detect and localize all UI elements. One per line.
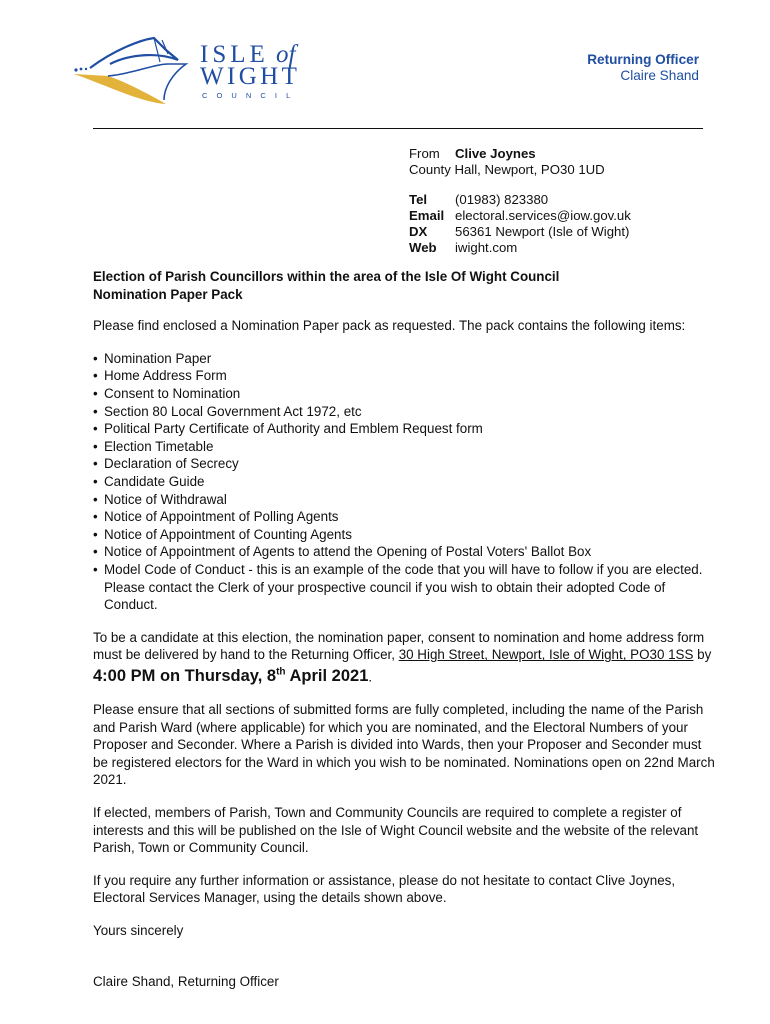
- closing: Yours sincerely: [93, 922, 184, 938]
- pack-items-list: [93, 350, 715, 614]
- heading-line-1: Election of Parish Councillors within the area of the Isle Of Wight Council: [93, 269, 560, 284]
- isle-of-wight-council-logo: [68, 34, 330, 104]
- deadline-main: 4:00 PM on Thursday, 8: [93, 667, 277, 686]
- deadline-month: April 2021: [285, 667, 369, 686]
- returning-officer-block: [587, 52, 699, 84]
- list-item: • Consent to Nomination: [93, 385, 715, 403]
- list-item: • Nomination Paper: [93, 350, 715, 368]
- contact-block: [409, 146, 631, 256]
- tel-value: (01983) 823380: [455, 192, 549, 207]
- ensure-paragraph: Please ensure that all sections of submitted forms are fully completed, including the name of the Parish and Parish Ward (where applicable) for which you are nominated, and the Electoral Numbers of your Proposer and Seconder. Where a Parish is divided into Wards, then your Proposer and Seconder must be registered electors for the Ward in which you wish to be nominated. Nominations open on 22nd March 2021.: [93, 701, 715, 788]
- header-divider: [93, 128, 703, 129]
- from-line: [409, 146, 631, 162]
- list-item: • Model Code of Conduct - this is an example of the code that you will have to follow if you are elected. Please contact the Clerk of your prospective council if you wish to obtain their adopted Code of Conduct.: [93, 561, 715, 614]
- contact-row-email: [409, 208, 631, 224]
- heading-line-2: Nomination Paper Pack: [93, 286, 243, 302]
- logo-of-text: of: [276, 41, 296, 68]
- delivery-address: 30 High Street, Newport, Isle of Wight, PO30 1SS: [398, 647, 694, 663]
- list-item: • Notice of Appointment of Counting Agents: [93, 526, 715, 544]
- list-item: • Political Party Certificate of Authority and Emblem Request form: [93, 420, 715, 438]
- delivery-paragraph: [93, 629, 715, 686]
- contact-row-tel: [409, 192, 631, 208]
- web-label: Web: [409, 240, 437, 255]
- logo-dot: [74, 68, 77, 71]
- list-item: • Notice of Withdrawal: [93, 491, 715, 509]
- signature: Claire Shand, Returning Officer: [93, 973, 279, 989]
- from-label: From: [409, 146, 440, 161]
- dx-value: 56361 Newport (Isle of Wight): [455, 224, 630, 239]
- delivery-end: .: [368, 669, 373, 685]
- from-address: County Hall, Newport, PO30 1UD: [409, 162, 605, 177]
- deadline-suffix: th: [276, 666, 286, 678]
- list-item: • Section 80 Local Government Act 1972, etc: [93, 403, 715, 421]
- logo-dot: [80, 68, 83, 71]
- intro-paragraph: Please find enclosed a Nomination Paper pack as requested. The pack contains the following items:: [93, 318, 686, 334]
- logo-council-text: C O U N C I L: [202, 91, 294, 100]
- list-item: • Candidate Guide: [93, 473, 715, 491]
- dx-label: DX: [409, 224, 428, 239]
- letter-heading: [93, 268, 715, 303]
- contact-row-web: [409, 240, 631, 256]
- from-name: Clive Joynes: [455, 146, 536, 161]
- delivery-text: To be a candidate at this election, the nomination paper, consent to nomination and home address form must be delivered by hand to the Returning Officer,: [93, 629, 705, 663]
- logo-isle-text: ISLE: [200, 41, 269, 68]
- deadline: [93, 667, 368, 685]
- assistance-paragraph: If you require any further information or assistance, please do not hesitate to contact Clive Joynes, Electoral Services Manager, using the details shown above.: [93, 872, 676, 906]
- elected-paragraph: If elected, members of Parish, Town and Community Councils are required to complete a register of interests and this will be published on the Isle of Wight Council website and the website of the relevant Parish, Town or Community Council.: [93, 804, 699, 856]
- list-item: • Notice of Appointment of Polling Agents: [93, 508, 715, 526]
- email-value[interactable]: electoral.services@iow.gov.uk: [455, 208, 631, 223]
- list-item: • Home Address Form: [93, 367, 715, 385]
- letter-body: [93, 268, 715, 1005]
- logo-dot: [85, 68, 87, 70]
- web-value[interactable]: iwight.com: [455, 240, 518, 255]
- logo-wight-text: WIGHT: [200, 63, 301, 90]
- logo-gold-swoosh: [74, 74, 166, 104]
- delivery-by: by: [693, 647, 712, 663]
- list-item: • Declaration of Secrecy: [93, 455, 715, 473]
- officer-name: Claire Shand: [620, 68, 699, 83]
- officer-role: Returning Officer: [587, 52, 699, 67]
- list-item: • Election Timetable: [93, 438, 715, 456]
- contact-row-dx: [409, 224, 631, 240]
- list-item: • Notice of Appointment of Agents to attend the Opening of Postal Voters' Ballot Box: [93, 543, 715, 561]
- tel-label: Tel: [409, 192, 428, 207]
- email-label: Email: [409, 208, 445, 223]
